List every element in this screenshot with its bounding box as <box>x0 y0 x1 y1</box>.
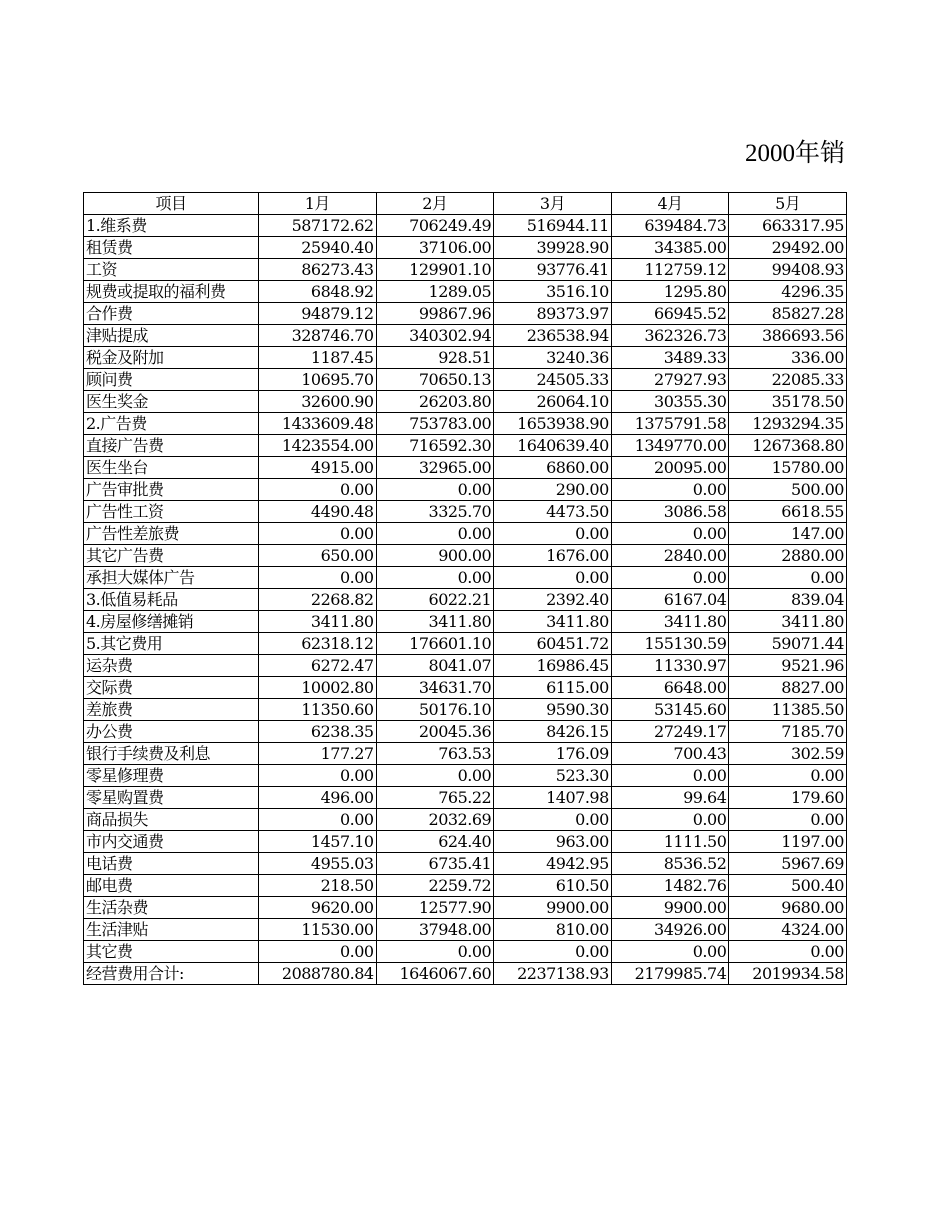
table-cell: 362326.73 <box>611 325 729 347</box>
table-cell: 30355.30 <box>611 391 729 413</box>
table-cell: 765.22 <box>376 787 494 809</box>
table-row <box>84 941 847 963</box>
table-cell: 85827.28 <box>729 303 847 325</box>
table-cell: 496.00 <box>259 787 377 809</box>
table-cell: 4490.48 <box>259 501 377 523</box>
table-cell: 328746.70 <box>259 325 377 347</box>
table-cell: 99867.96 <box>376 303 494 325</box>
row-label: 工资 <box>84 259 259 281</box>
table-cell: 500.40 <box>729 875 847 897</box>
row-label: 其它费 <box>84 941 259 963</box>
table-cell: 336.00 <box>729 347 847 369</box>
table-cell: 0.00 <box>611 567 729 589</box>
table-cell: 1482.76 <box>611 875 729 897</box>
row-label: 运杂费 <box>84 655 259 677</box>
table-cell: 94879.12 <box>259 303 377 325</box>
table-row <box>84 633 847 655</box>
table-cell: 1640639.40 <box>494 435 612 457</box>
table-cell: 26203.80 <box>376 391 494 413</box>
table-cell: 0.00 <box>376 765 494 787</box>
column-header-month: 4月 <box>611 193 729 215</box>
table-cell: 3086.58 <box>611 501 729 523</box>
table-cell: 1197.00 <box>729 831 847 853</box>
column-header-month: 2月 <box>376 193 494 215</box>
row-label: 3.低值易耗品 <box>84 589 259 611</box>
table-cell: 0.00 <box>494 941 612 963</box>
table-cell: 6238.35 <box>259 721 377 743</box>
table-cell: 0.00 <box>494 809 612 831</box>
column-header-item: 项目 <box>84 193 259 215</box>
table-cell: 50176.10 <box>376 699 494 721</box>
table-cell: 1293294.35 <box>729 413 847 435</box>
table-row <box>84 765 847 787</box>
table-row <box>84 325 847 347</box>
table-cell: 0.00 <box>611 941 729 963</box>
table-cell: 62318.12 <box>259 633 377 655</box>
table-cell: 2259.72 <box>376 875 494 897</box>
row-label: 电话费 <box>84 853 259 875</box>
table-cell: 6167.04 <box>611 589 729 611</box>
table-cell: 2392.40 <box>494 589 612 611</box>
table-row <box>84 677 847 699</box>
table-cell: 22085.33 <box>729 369 847 391</box>
table-cell: 179.60 <box>729 787 847 809</box>
table-cell: 11530.00 <box>259 919 377 941</box>
table-cell: 147.00 <box>729 523 847 545</box>
table-cell: 6860.00 <box>494 457 612 479</box>
table-cell: 0.00 <box>376 523 494 545</box>
table-cell: 11385.50 <box>729 699 847 721</box>
table-row <box>84 655 847 677</box>
row-label: 5.其它费用 <box>84 633 259 655</box>
row-label: 零星修理费 <box>84 765 259 787</box>
table-cell: 6735.41 <box>376 853 494 875</box>
row-label: 广告审批费 <box>84 479 259 501</box>
table-header-row <box>84 193 847 215</box>
table-cell: 60451.72 <box>494 633 612 655</box>
table-cell: 0.00 <box>259 479 377 501</box>
table-cell: 753783.00 <box>376 413 494 435</box>
table-cell: 3489.33 <box>611 347 729 369</box>
table-cell: 0.00 <box>259 941 377 963</box>
row-label: 其它广告费 <box>84 545 259 567</box>
table-cell: 176.09 <box>494 743 612 765</box>
expense-table <box>83 192 847 985</box>
table-cell: 24505.33 <box>494 369 612 391</box>
table-cell: 34926.00 <box>611 919 729 941</box>
row-label: 合作费 <box>84 303 259 325</box>
table-row <box>84 919 847 941</box>
table-cell: 0.00 <box>611 809 729 831</box>
table-row <box>84 721 847 743</box>
row-label: 生活津贴 <box>84 919 259 941</box>
table-cell: 4473.50 <box>494 501 612 523</box>
table-row <box>84 611 847 633</box>
table-cell: 11330.97 <box>611 655 729 677</box>
table-cell: 9680.00 <box>729 897 847 919</box>
table-cell: 11350.60 <box>259 699 377 721</box>
table-cell: 25940.40 <box>259 237 377 259</box>
table-cell: 4324.00 <box>729 919 847 941</box>
row-label: 医生坐台 <box>84 457 259 479</box>
row-label: 商品损失 <box>84 809 259 831</box>
table-cell: 1267368.80 <box>729 435 847 457</box>
table-cell: 29492.00 <box>729 237 847 259</box>
table-cell: 2880.00 <box>729 545 847 567</box>
table-cell: 0.00 <box>729 809 847 831</box>
table-cell: 706249.49 <box>376 215 494 237</box>
table-cell: 340302.94 <box>376 325 494 347</box>
table-cell: 10002.80 <box>259 677 377 699</box>
row-label: 邮电费 <box>84 875 259 897</box>
row-label: 税金及附加 <box>84 347 259 369</box>
row-label: 医生奖金 <box>84 391 259 413</box>
table-cell: 0.00 <box>729 567 847 589</box>
table-row <box>84 237 847 259</box>
table-cell: 39928.90 <box>494 237 612 259</box>
table-cell: 27927.93 <box>611 369 729 391</box>
table-cell: 16986.45 <box>494 655 612 677</box>
table-cell: 176601.10 <box>376 633 494 655</box>
table-cell: 70650.13 <box>376 369 494 391</box>
table-cell: 218.50 <box>259 875 377 897</box>
table-cell: 9521.96 <box>729 655 847 677</box>
table-cell: 6848.92 <box>259 281 377 303</box>
row-label: 直接广告费 <box>84 435 259 457</box>
table-cell: 3240.36 <box>494 347 612 369</box>
table-cell: 1187.45 <box>259 347 377 369</box>
table-row <box>84 831 847 853</box>
table-cell: 587172.62 <box>259 215 377 237</box>
row-label: 市内交通费 <box>84 831 259 853</box>
table-cell: 6022.21 <box>376 589 494 611</box>
table-cell: 6272.47 <box>259 655 377 677</box>
table-cell: 0.00 <box>729 765 847 787</box>
table-row <box>84 523 847 545</box>
table-cell: 4942.95 <box>494 853 612 875</box>
table-cell: 3411.80 <box>729 611 847 633</box>
table-cell: 9590.30 <box>494 699 612 721</box>
table-cell: 716592.30 <box>376 435 494 457</box>
table-cell: 0.00 <box>259 523 377 545</box>
row-label: 广告性工资 <box>84 501 259 523</box>
table-row <box>84 897 847 919</box>
table-cell: 2019934.58 <box>729 963 847 985</box>
table-row <box>84 347 847 369</box>
table-cell: 1433609.48 <box>259 413 377 435</box>
row-label: 办公费 <box>84 721 259 743</box>
table-cell: 0.00 <box>376 479 494 501</box>
row-label: 生活杂费 <box>84 897 259 919</box>
table-cell: 86273.43 <box>259 259 377 281</box>
table-cell: 99408.93 <box>729 259 847 281</box>
row-label: 差旅费 <box>84 699 259 721</box>
table-cell: 2840.00 <box>611 545 729 567</box>
table-cell: 9900.00 <box>611 897 729 919</box>
table-cell: 20095.00 <box>611 457 729 479</box>
table-cell: 1653938.90 <box>494 413 612 435</box>
table-cell: 3411.80 <box>259 611 377 633</box>
table-cell: 177.27 <box>259 743 377 765</box>
table-row <box>84 215 847 237</box>
table-cell: 810.00 <box>494 919 612 941</box>
row-label: 规费或提取的福利费 <box>84 281 259 303</box>
table-cell: 7185.70 <box>729 721 847 743</box>
table-row <box>84 413 847 435</box>
row-label: 承担大媒体广告 <box>84 567 259 589</box>
table-row <box>84 809 847 831</box>
table-cell: 9900.00 <box>494 897 612 919</box>
table-cell: 35178.50 <box>729 391 847 413</box>
table-cell: 4296.35 <box>729 281 847 303</box>
table-cell: 386693.56 <box>729 325 847 347</box>
table-cell: 15780.00 <box>729 457 847 479</box>
table-cell: 624.40 <box>376 831 494 853</box>
table-row <box>84 853 847 875</box>
table-cell: 1289.05 <box>376 281 494 303</box>
table-cell: 0.00 <box>494 523 612 545</box>
table-cell: 2088780.84 <box>259 963 377 985</box>
table-cell: 0.00 <box>376 567 494 589</box>
table-row <box>84 589 847 611</box>
table-cell: 1457.10 <box>259 831 377 853</box>
table-cell: 2237138.93 <box>494 963 612 985</box>
table-row <box>84 391 847 413</box>
table-cell: 6115.00 <box>494 677 612 699</box>
row-label: 2.广告费 <box>84 413 259 435</box>
table-cell: 236538.94 <box>494 325 612 347</box>
table-cell: 1349770.00 <box>611 435 729 457</box>
table-cell: 1676.00 <box>494 545 612 567</box>
table-cell: 8426.15 <box>494 721 612 743</box>
row-label: 1.维系费 <box>84 215 259 237</box>
table-cell: 1111.50 <box>611 831 729 853</box>
table-cell: 26064.10 <box>494 391 612 413</box>
table-cell: 663317.95 <box>729 215 847 237</box>
table-cell: 523.30 <box>494 765 612 787</box>
table-cell: 129901.10 <box>376 259 494 281</box>
table-cell: 839.04 <box>729 589 847 611</box>
table-cell: 1295.80 <box>611 281 729 303</box>
table-cell: 0.00 <box>729 941 847 963</box>
table-cell: 4915.00 <box>259 457 377 479</box>
table-cell: 0.00 <box>259 765 377 787</box>
table-cell: 89373.97 <box>494 303 612 325</box>
table-cell: 3516.10 <box>494 281 612 303</box>
column-header-month: 3月 <box>494 193 612 215</box>
table-cell: 32600.90 <box>259 391 377 413</box>
table-cell: 3325.70 <box>376 501 494 523</box>
table-cell: 1423554.00 <box>259 435 377 457</box>
table-cell: 0.00 <box>494 567 612 589</box>
table-cell: 0.00 <box>376 941 494 963</box>
table-cell: 27249.17 <box>611 721 729 743</box>
table-cell: 610.50 <box>494 875 612 897</box>
table-row <box>84 435 847 457</box>
table-cell: 3411.80 <box>376 611 494 633</box>
table-cell: 34631.70 <box>376 677 494 699</box>
row-label: 津贴提成 <box>84 325 259 347</box>
table-cell: 53145.60 <box>611 699 729 721</box>
table-row <box>84 963 847 985</box>
table-cell: 155130.59 <box>611 633 729 655</box>
table-cell: 112759.12 <box>611 259 729 281</box>
table-cell: 0.00 <box>259 809 377 831</box>
table-cell: 20045.36 <box>376 721 494 743</box>
table-cell: 302.59 <box>729 743 847 765</box>
table-cell: 2032.69 <box>376 809 494 831</box>
row-label: 零星购置费 <box>84 787 259 809</box>
table-row <box>84 875 847 897</box>
table-row <box>84 787 847 809</box>
table-row <box>84 369 847 391</box>
table-cell: 93776.41 <box>494 259 612 281</box>
table-row <box>84 303 847 325</box>
table-cell: 928.51 <box>376 347 494 369</box>
table-cell: 34385.00 <box>611 237 729 259</box>
table-cell: 0.00 <box>259 567 377 589</box>
table-cell: 0.00 <box>611 765 729 787</box>
table-cell: 66945.52 <box>611 303 729 325</box>
table-cell: 5967.69 <box>729 853 847 875</box>
table-cell: 32965.00 <box>376 457 494 479</box>
table-cell: 900.00 <box>376 545 494 567</box>
table-cell: 500.00 <box>729 479 847 501</box>
table-cell: 650.00 <box>259 545 377 567</box>
row-label: 租赁费 <box>84 237 259 259</box>
table-cell: 1646067.60 <box>376 963 494 985</box>
page-title: 2000年销 <box>745 140 846 167</box>
table-row <box>84 699 847 721</box>
table-cell: 3411.80 <box>611 611 729 633</box>
table-row <box>84 501 847 523</box>
table-cell: 963.00 <box>494 831 612 853</box>
table-cell: 0.00 <box>611 479 729 501</box>
table-cell: 6648.00 <box>611 677 729 699</box>
table-cell: 59071.44 <box>729 633 847 655</box>
table-row <box>84 259 847 281</box>
table-row <box>84 457 847 479</box>
table-cell: 3411.80 <box>494 611 612 633</box>
row-label: 经营费用合计: <box>84 963 259 985</box>
table-cell: 12577.90 <box>376 897 494 919</box>
table-row <box>84 479 847 501</box>
table-cell: 639484.73 <box>611 215 729 237</box>
table-cell: 8536.52 <box>611 853 729 875</box>
table-cell: 6618.55 <box>729 501 847 523</box>
table-cell: 37106.00 <box>376 237 494 259</box>
table-cell: 516944.11 <box>494 215 612 237</box>
row-label: 广告性差旅费 <box>84 523 259 545</box>
table-cell: 1407.98 <box>494 787 612 809</box>
table-cell: 10695.70 <box>259 369 377 391</box>
table-cell: 37948.00 <box>376 919 494 941</box>
column-header-month: 1月 <box>259 193 377 215</box>
table-body <box>84 215 847 985</box>
table-cell: 4955.03 <box>259 853 377 875</box>
table-cell: 1375791.58 <box>611 413 729 435</box>
row-label: 顾问费 <box>84 369 259 391</box>
row-label: 交际费 <box>84 677 259 699</box>
table-cell: 0.00 <box>611 523 729 545</box>
row-label: 4.房屋修缮摊销 <box>84 611 259 633</box>
row-label: 银行手续费及利息 <box>84 743 259 765</box>
table-cell: 290.00 <box>494 479 612 501</box>
table-cell: 700.43 <box>611 743 729 765</box>
table-cell: 9620.00 <box>259 897 377 919</box>
table-cell: 8041.07 <box>376 655 494 677</box>
table-row <box>84 545 847 567</box>
table-cell: 763.53 <box>376 743 494 765</box>
column-header-month: 5月 <box>729 193 847 215</box>
table-row <box>84 567 847 589</box>
table-row <box>84 281 847 303</box>
table-row <box>84 743 847 765</box>
table-cell: 8827.00 <box>729 677 847 699</box>
table-cell: 2179985.74 <box>611 963 729 985</box>
table-cell: 2268.82 <box>259 589 377 611</box>
table-cell: 99.64 <box>611 787 729 809</box>
